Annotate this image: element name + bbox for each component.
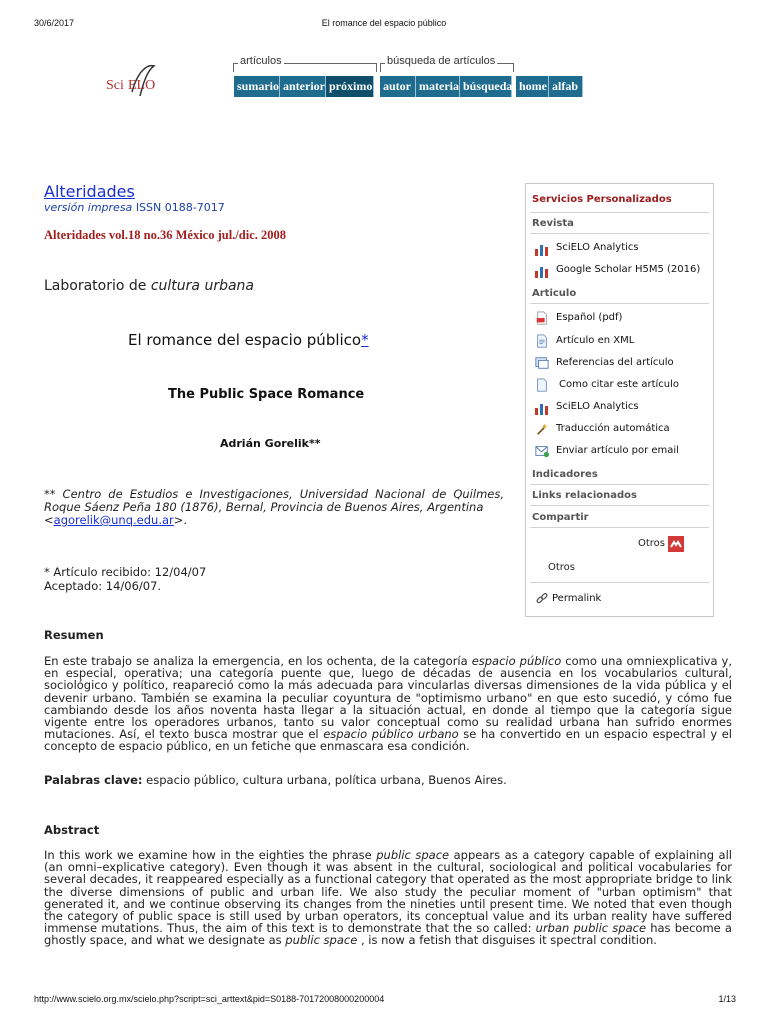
abstract-italic-2: urban public space xyxy=(535,921,647,936)
revista-item-label: SciELO Analytics xyxy=(556,242,639,253)
sidebar-divider xyxy=(530,582,709,583)
resumen-keywords xyxy=(44,774,732,786)
journal-issue: Alteridades vol.18 no.36 México jul./dic. 2008 xyxy=(44,228,286,242)
articulo-translation-link[interactable] xyxy=(526,421,711,439)
author-email-link[interactable]: agorelik@unq.edu.ar xyxy=(53,513,174,527)
nav-materia-button[interactable]: materia xyxy=(416,76,460,97)
articulo-item-label: Como citar este artículo xyxy=(559,379,680,390)
articulo-references-link[interactable] xyxy=(526,355,711,373)
received-date: * Artículo recibido: 12/04/07 xyxy=(44,565,207,579)
abstract-heading: Abstract xyxy=(44,823,100,837)
sidebar-divider xyxy=(530,233,709,234)
share-otros-button[interactable] xyxy=(636,536,706,554)
sidebar-divider xyxy=(530,484,709,485)
articulo-scielo-analytics[interactable] xyxy=(526,399,711,417)
sidebar-revista-heading: Revista xyxy=(532,218,574,229)
sidebar-title: Servicios Personalizados xyxy=(532,194,672,205)
resumen-text-1: En este trabajo se analiza la emergencia, en los ochenta, de la categoría xyxy=(44,654,472,668)
logo-sci: Sci xyxy=(106,78,124,93)
revista-item-label: Google Scholar H5M5 (2016) xyxy=(556,264,701,275)
resumen-italic-2: espacio público urbano xyxy=(323,727,459,742)
nav-sumario-button[interactable]: sumario xyxy=(234,76,280,97)
articulo-item-label: Artículo en XML xyxy=(556,335,635,346)
sidebar-compartir-heading: Compartir xyxy=(532,512,589,523)
abstract-italic-1: public space xyxy=(376,848,450,862)
article-title xyxy=(128,331,369,349)
nav-group-busqueda xyxy=(380,76,512,97)
resumen-italic-1: espacio público xyxy=(471,654,562,668)
sidebar-indicadores-heading[interactable]: Indicadores xyxy=(532,469,598,480)
print-title: El romance del espacio público xyxy=(321,18,447,28)
keywords-text: espacio público, cultura urbana, política urbana, Buenos Aires. xyxy=(146,773,507,787)
nav-group-home xyxy=(516,76,583,97)
articulo-xml-link[interactable] xyxy=(526,333,711,351)
abstract-italic-3: public space xyxy=(285,933,358,948)
nav-autor-button[interactable]: autor xyxy=(380,76,416,97)
sidebar-divider xyxy=(530,212,709,213)
print-date: 30/6/2017 xyxy=(34,18,75,28)
abstract-text-1: In this work we examine how in the eighties the phrase xyxy=(44,848,377,862)
logo-elo: ELO xyxy=(128,78,156,93)
email-open: < xyxy=(44,513,54,527)
title-text: El romance del espacio público xyxy=(128,331,362,349)
revista-scielo-analytics[interactable] xyxy=(526,240,711,258)
scielo-logo[interactable] xyxy=(104,62,174,102)
resumen-paragraph xyxy=(44,655,732,753)
busqueda-caption: búsqueda de artículos xyxy=(387,55,496,67)
section-italic: cultura urbana xyxy=(150,278,254,294)
sidebar-divider xyxy=(530,527,709,528)
link-icon xyxy=(534,592,550,606)
articulo-item-label: Enviar artículo por email xyxy=(556,445,679,456)
print-url: http://www.scielo.org.mx/scielo.php?script=sci_arttext&pid=S0188-70172008000200004 xyxy=(34,994,385,1004)
author-affiliation xyxy=(44,488,504,527)
abstract-text-4: , is now a fetish that disguises it spectral condition. xyxy=(357,933,657,948)
keywords-label: Palabras clave: xyxy=(44,773,143,787)
xml-icon xyxy=(534,334,550,348)
share-otros-link[interactable]: Otros xyxy=(548,562,576,573)
articulo-item-label: SciELO Analytics xyxy=(556,401,639,412)
sidebar-divider xyxy=(530,505,709,506)
article-section xyxy=(44,278,254,294)
articulos-caption: artículos xyxy=(240,55,282,67)
resumen-heading: Resumen xyxy=(44,628,104,642)
share-icon xyxy=(668,536,684,552)
nav-alfab-button[interactable]: alfab xyxy=(549,76,583,97)
sidebar-articulo-heading: Articulo xyxy=(532,288,577,299)
revista-google-scholar[interactable] xyxy=(526,262,711,280)
permalink-link[interactable] xyxy=(526,591,711,609)
abstract-text-3: has become a ghostly space, and what we designate as xyxy=(44,921,732,948)
articulo-item-label: Traducción automática xyxy=(556,423,670,434)
services-sidebar xyxy=(525,183,714,617)
abstract-text-2: appears as a category capable of explaining all (an omni–explicative category). Even though it was absent in the cultural, sociological and political vocabularies for several decades, it reappeared especially as a functional category that operated as the most appropriate bridge to link the diverse dimensions of public and urban life. We also study the peculiar moment of "urban optimism" that generated it, and we continue observing its changes from the nineties until present time. We noted that even though the category of public space is still used by urban operators, its conceptual value and its urban reality have suffered immense mutations. Thus, the aim of this text is to demonstrate that the so called: xyxy=(44,848,732,936)
journal-title-link[interactable]: Alteridades xyxy=(44,182,135,201)
article-title-en: The Public Space Romance xyxy=(168,387,365,402)
bar-chart-icon xyxy=(534,401,550,415)
permalink-label: Permalink xyxy=(552,593,602,604)
references-icon xyxy=(534,356,550,370)
print-page-number: 1/13 xyxy=(718,994,736,1004)
nav-anterior-button[interactable]: anterior xyxy=(280,76,326,97)
articulo-item-label: Referencias del artículo xyxy=(556,357,674,368)
articulo-item-label: Español (pdf) xyxy=(556,312,623,323)
bar-chart-icon xyxy=(534,242,550,256)
section-prefix: Laboratorio de xyxy=(44,278,147,294)
title-footnote-link[interactable]: * xyxy=(361,331,369,349)
article-author: Adrián Gorelik** xyxy=(220,437,321,450)
cite-icon xyxy=(534,378,550,392)
share-otros-label: Otros xyxy=(638,538,666,549)
nav-proximo-button[interactable]: próximo xyxy=(326,76,374,97)
nav-busqueda-button[interactable]: búsqueda xyxy=(460,76,512,97)
issn-value: ISSN 0188-7017 xyxy=(135,201,225,214)
abstract-paragraph xyxy=(44,849,732,947)
articulo-cite-link[interactable] xyxy=(526,377,711,395)
wand-icon xyxy=(534,422,550,436)
accepted-date: Aceptado: 14/06/07. xyxy=(44,579,162,593)
version-label: versión impresa xyxy=(44,201,133,214)
sidebar-links-heading[interactable]: Links relacionados xyxy=(532,490,637,501)
nav-home-button[interactable]: home xyxy=(516,76,549,97)
affiliation-text: ** Centro de Estudios e Investigaciones, Universidad Nacional de Quilmes, Roque Sáenz Peña 180 (1876), Bernal, Provincia de Buenos Aires, Argentina xyxy=(44,487,504,514)
email-close: >. xyxy=(173,513,188,527)
resumen-text-2: como una omniexplicativa y, en especial, operativa; una categoría puente que, luego de décadas de ausencia en los vocabularios cultural, sociológico y político, reapareció como la más adecuada para vincularlas diversas dimensiones de la vida pública y el devenir urbano. También se examina la peculiar coyuntura de "optimismo urbano" en que esto sucedió, y cómo fue cambiando desde los años noventa hasta llegar a la situación actual, en donde al tiempo que la categoría sigue vigente entre los operadores urbanos, tanto su valor conceptual como su realidad urbana han sufrido enormes mutaciones. Así, el texto busca mostrar que el xyxy=(44,654,732,742)
articulo-pdf-link[interactable] xyxy=(526,310,711,328)
journal-version xyxy=(44,201,225,214)
nav-group-articulos xyxy=(234,76,374,97)
resumen-text-3: se ha convertido en un espacio espectral y el concepto de espacio público, en un fetiche que enmascara esa condición. xyxy=(44,727,732,754)
articulo-email-link[interactable] xyxy=(526,443,711,461)
email-icon xyxy=(534,444,550,458)
bar-chart-icon xyxy=(534,264,550,278)
sidebar-divider xyxy=(530,303,709,304)
pdf-icon xyxy=(534,311,550,325)
